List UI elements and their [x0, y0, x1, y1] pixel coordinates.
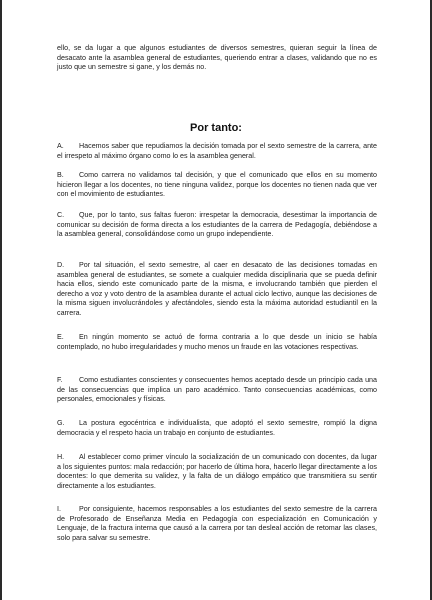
item-text: Al establecer como primer vínculo la socialización de un comunicado con docentes, da lugar a los siguientes puntos: mala redacción; por hacerlo de última hora, hacerlo llegar directamente a los docentes: lo que demerita su validez, y la falta de un diálogo empático que transmitiera su sentir directamente a los estudiantes.	[57, 453, 377, 490]
item-letter: A.	[57, 142, 64, 150]
list-item-h	[57, 453, 377, 491]
item-letter: D.	[57, 261, 65, 269]
item-letter: E.	[57, 333, 64, 341]
item-text: La postura egocéntrica e individualista, que adoptó el sexto semestre, rompió la digna democracia y el respeto hacia un trabajo en conjunto de estudiantes.	[57, 419, 377, 437]
item-letter: H.	[57, 453, 65, 461]
item-letter: B.	[57, 171, 64, 179]
item-letter: F.	[57, 376, 63, 384]
item-text: Por consiguiente, hacemos responsables a los estudiantes del sexto semestre de la carrera de Profesorado de Enseñanza Media en Pedagogía con especialización en Comunicación y Lenguaje, de la fractura interna que causó a la carrera por tan desleal acción de retomar las clases, solo para salvar su semestre.	[57, 505, 377, 542]
list-item-f	[57, 376, 377, 405]
list-item-c	[57, 211, 377, 240]
list-item-i	[57, 505, 377, 543]
list-item-e	[57, 333, 377, 352]
left-page-edge	[0, 0, 2, 600]
list-item-g	[57, 419, 377, 438]
item-text: Por tal situación, el sexto semestre, al caer en desacato de las decisiones tomadas en asamblea general de estudiantes, se somete a cualquier medida disciplinaria que se pueda definir hacia ellos, siendo este comunicado parte de la misma, e involucrando también que pierden el derecho a voz y voto dentro de la asamblea durante el actual ciclo lectivo, aunque las decisiones de la misma siguen involucrándoles y afectándoles, siendo esta la máxima autoridad estudiantil en la carrera.	[57, 261, 377, 317]
item-text: Como estudiantes conscientes y consecuentes hemos aceptado desde un principio cada una de las consecuencias que implica un paro académico. Tanto consecuencias académicas, como personales, emocionales y físicas.	[57, 376, 377, 404]
item-letter: C.	[57, 211, 65, 219]
item-text: Que, por lo tanto, sus faltas fueron: irrespetar la democracia, desestimar la importancia de comunicar su decisión de forma directa a los estudiantes de la carrera de Pedagogía, debiéndose a la asamblea general, consolidándose como un grupo independiente.	[57, 211, 377, 239]
item-text: Hacemos saber que repudiamos la decisión tomada por el sexto semestre de la carrera, ante el irrespeto al máximo órgano como lo es la asamblea general.	[57, 142, 377, 160]
item-text: En ningún momento se actuó de forma contraria a lo que desde un inicio se había contemplado, no hubo irregularidades y mucho menos un fraude en las votaciones respectivas.	[57, 333, 377, 351]
item-text: Como carrera no validamos tal decisión, y que el comunicado que ellos en su momento hicieron llegar a los docentes, no tiene ninguna validez, porque los docentes no tienen nada que ver con el movimiento de estudiantes.	[57, 171, 377, 199]
list-item-a	[57, 142, 377, 161]
item-letter: I.	[57, 505, 61, 513]
list-item-b	[57, 171, 377, 200]
section-heading: Por tanto:	[190, 122, 242, 134]
item-letter: G.	[57, 419, 65, 427]
list-item-d	[57, 261, 377, 319]
intro-paragraph: ello, se da lugar a que algunos estudiantes de diversos semestres, quieran seguir la línea de desacato ante la asamblea general de estudiantes, queriendo entrar a clases, validando que no es justo que un semestre si gane, y los demás no.	[57, 44, 377, 72]
